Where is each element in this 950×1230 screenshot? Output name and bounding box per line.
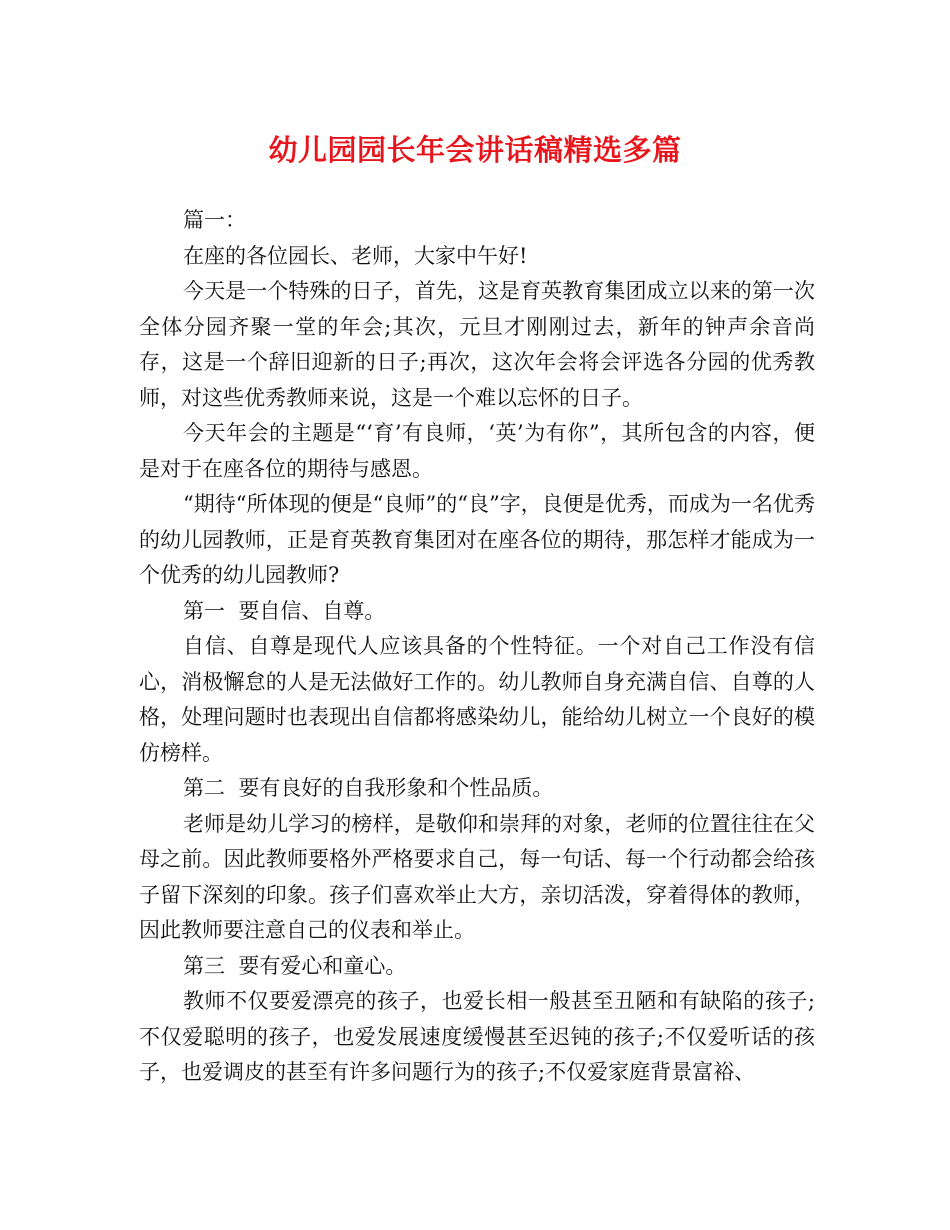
section-heading: 第二 要有良好的自我形象和个性品质。 (183, 776, 554, 800)
paragraph: 今天是一个特殊的日子，首先，这是育英教育集团成立以来的第一次全体分园齐聚一堂的年会;其次，元旦才刚刚过去，新年的钟声余音尚存，这是一个辞旧迎新的日子;再次，这次年会将会评选各分园的优秀教师，对这些优秀教师来说，这是一个难以忘怀的日子。 (139, 279, 815, 410)
paragraph: 在座的各位园长、老师，大家中午好! (183, 243, 528, 268)
paragraph: 自信、自尊是现代人应该具备的个性特征。一个对自己工作没有信心，消极懈怠的人是无法做好工作的。幼儿教师自身充满自信、自尊的人格，处理问题时也表现出自信都将感染幼儿，能给幼儿树立一个良好的模仿榜样。 (139, 634, 815, 765)
document-body (139, 203, 815, 1091)
paragraph: “期待“所体现的便是“良师”的“良”字，良便是优秀，而成为一名优秀的幼儿园教师，正是育英教育集团对在座各位的期待，那怎样才能成为一个优秀的幼儿园教师? (139, 492, 815, 587)
paragraph: 篇一： (183, 208, 246, 232)
paragraph: 今天年会的主题是“‘育’有良师，‘英’为有你”，其所包含的内容，便是对于在座各位的期待与感恩。 (139, 421, 815, 481)
section-heading: 第三 要有爱心和童心。 (183, 953, 407, 978)
document-title: 幼儿园园长年会讲话稿精选多篇 (268, 133, 682, 167)
paragraph: 教师不仅要爱漂亮的孩子，也爱长相一般甚至丑陋和有缺陷的孩子;不仅爱聪明的孩子，也爱发展速度缓慢甚至迟钝的孩子;不仅爱听话的孩子，也爱调皮的甚至有许多问题行为的孩子;不仅爱家庭背景富裕、 (139, 989, 815, 1084)
paragraph: 老师是幼儿学习的榜样，是敬仰和崇拜的对象，老师的位置往往在父母之前。因此教师要格外严格要求自己，每一句话、每一个行动都会给孩子留下深刻的印象。孩子们喜欢举止大方，亲切活泼，穿着得体的教师，因此教师要注意自己的仪表和举止。 (139, 811, 815, 942)
section-heading: 第一 要自信、自尊。 (183, 598, 386, 623)
